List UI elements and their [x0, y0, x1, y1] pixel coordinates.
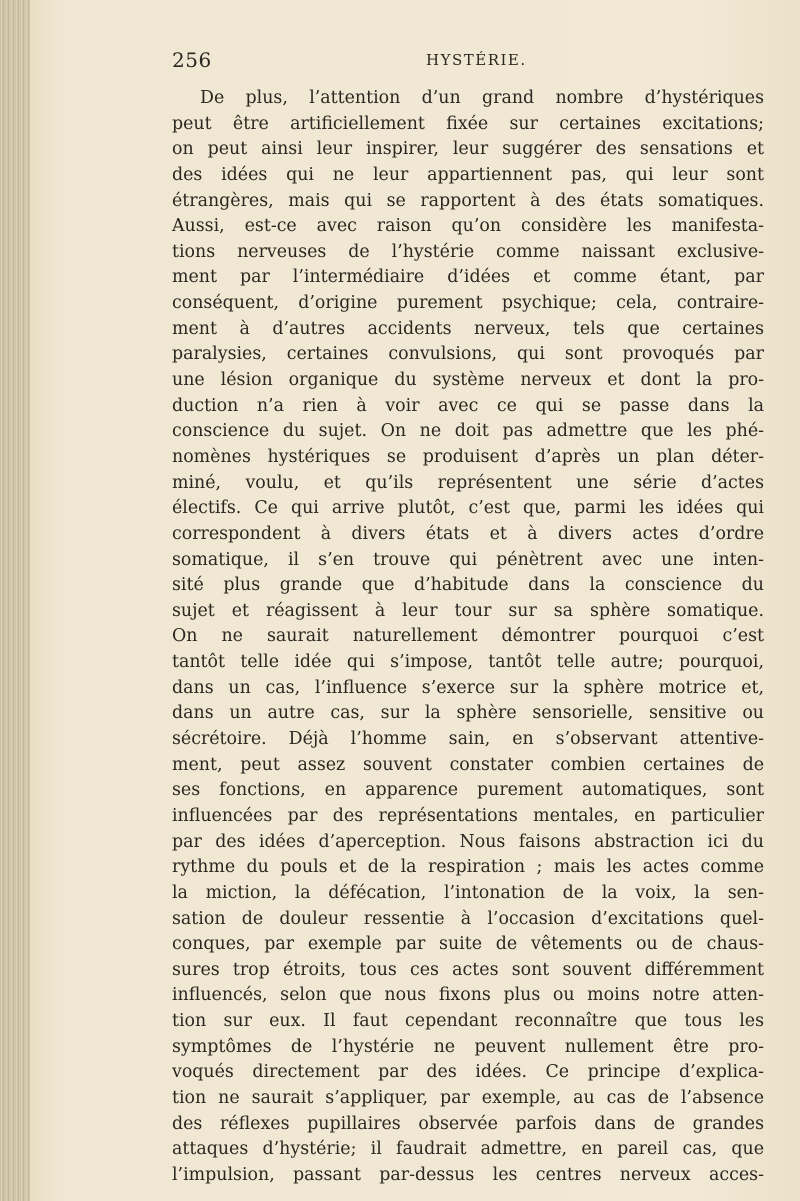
text-line: conques, par exemple par suite de vêtements ou de chaus-: [172, 934, 764, 955]
text-line: ses fonctions, en apparence purement automatiques, sont: [172, 780, 764, 801]
text-line: somatique, il s’en trouve qui pénètrent avec une inten-: [172, 549, 764, 570]
running-title: HYSTÉRIE.: [426, 51, 527, 69]
text-line: correspondent à divers états et à divers actes d’ordre: [172, 523, 764, 544]
text-line: attaques d’hystérie; il faudrait admettre, en pareil cas, que: [172, 1139, 764, 1160]
text-line: dans un cas, l’influence s’exerce sur la sphère motrice et,: [172, 677, 764, 698]
text-line: électifs. Ce qui arrive plutôt, c’est que, parmi les idées qui: [172, 498, 764, 519]
text-line: symptômes de l’hystérie ne peuvent nullement être pro-: [172, 1036, 764, 1057]
text-line: conséquent, d’origine purement psychique; cela, contraire-: [172, 293, 764, 314]
text-line: tion sur eux. Il faut cependant reconnaître que tous les: [172, 1011, 764, 1032]
text-line: l’impulsion, passant par-dessus les centres nerveux acces-: [172, 1164, 764, 1185]
text-line: par des idées d’aperception. Nous faisons abstraction ici du: [172, 831, 764, 852]
body-paragraph: [172, 86, 764, 1189]
text-line: rythme du pouls et de la respiration ; mais les actes comme: [172, 857, 764, 878]
text-line: sité plus grande que d’habitude dans la conscience du: [172, 575, 764, 596]
text-line: miné, voulu, et qu’ils représentent une série d’actes: [172, 472, 764, 493]
text-line: On ne saurait naturellement démontrer pourquoi c’est: [172, 626, 764, 647]
text-line: tion ne saurait s’appliquer, par exemple, au cas de l’absence: [172, 1087, 764, 1108]
text-line: étrangères, mais qui se rapportent à des états somatiques.: [172, 190, 764, 211]
text-line: De plus, l’attention d’un grand nombre d’hystériques: [200, 88, 764, 108]
text-line: paralysies, certaines convulsions, qui sont provoqués par: [172, 344, 764, 365]
text-line: sujet et réagissent à leur tour sur sa sphère somatique.: [172, 600, 764, 621]
text-line: ment à d’autres accidents nerveux, tels que certaines: [172, 318, 764, 339]
book-binding-edge: [0, 0, 30, 1201]
text-line: tantôt telle idée qui s’impose, tantôt telle autre; pourquoi,: [172, 652, 764, 673]
text-line: duction n’a rien à voir avec ce qui se passe dans la: [172, 395, 764, 416]
text-line: Aussi, est-ce avec raison qu’on considère les manifesta-: [172, 216, 764, 237]
text-line: voqués directement par des idées. Ce principe d’explica-: [172, 1062, 764, 1083]
text-line: dans un autre cas, sur la sphère sensorielle, sensitive ou: [172, 703, 764, 724]
text-line: la miction, la défécation, l’intonation de la voix, la sen-: [172, 882, 764, 903]
text-line: influencées par des représentations mentales, en particulier: [172, 805, 764, 826]
text-line: des réflexes pupillaires observée parfois dans de grandes: [172, 1113, 764, 1134]
text-line: influencés, selon que nous fixons plus ou moins notre atten-: [172, 985, 764, 1006]
page-number: 256: [172, 48, 212, 72]
text-line: des idées qui ne leur appartiennent pas, qui leur sont: [172, 164, 764, 185]
text-line: sures trop étroits, tous ces actes sont souvent différemment: [172, 959, 764, 980]
text-line: une lésion organique du système nerveux et dont la pro-: [172, 370, 764, 391]
text-line: on peut ainsi leur inspirer, leur suggérer des sensations et: [172, 139, 764, 160]
text-line: tions nerveuses de l’hystérie comme naissant exclusive-: [172, 241, 764, 262]
text-line: conscience du sujet. On ne doit pas admettre que les phé-: [172, 421, 764, 442]
text-line: sation de douleur ressentie à l’occasion d’excitations quel-: [172, 908, 764, 929]
text-line: ment par l’intermédiaire d’idées et comme étant, par: [172, 267, 764, 288]
text-line: ment, peut assez souvent constater combien certaines de: [172, 754, 764, 775]
text-line: nomènes hystériques se produisent d’après un plan déter-: [172, 446, 764, 467]
text-line: peut être artificiellement fixée sur certaines excitations;: [172, 113, 764, 134]
page-header: [172, 48, 764, 76]
text-line: sécrétoire. Déjà l’homme sain, en s’observant attentive-: [172, 729, 764, 750]
